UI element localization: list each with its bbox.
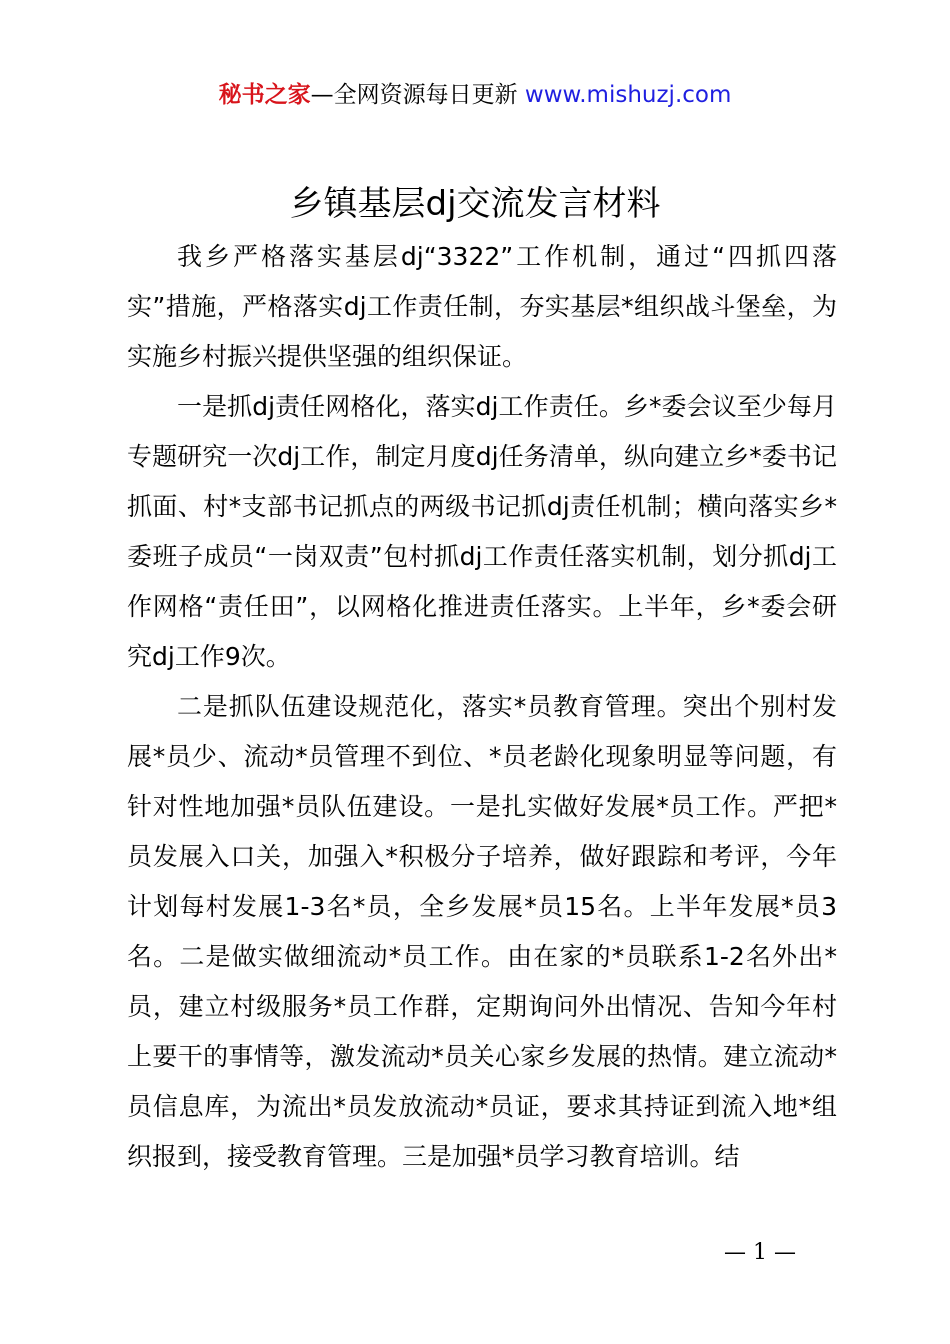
paragraph-two: 二是抓队伍建设规范化，落实*员教育管理。突出个别村发展*员少、流动*员管理不到位、*员老龄化现象明显等问题，有针对性地加强*员队伍建设。一是扎实做好发展*员工作。严把*员发展入口关，加强入*积极分子培养，做好跟踪和考评，今年计划每村发展1-3名*员，全乡发展*员15名。上半年发展*员3名。二是做实做细流动*员工作。由在家的*员联系1-2名外出*员，建立村级服务*员工作群，定期询问外出情况、告知今年村上要干的事情等，激发流动*员关心家乡发展的热情。建立流动*员信息库，为流出*员发放流动*员证，要求其持证到流入地*组织报到，接受教育管理。三是加强*员学习教育培训。结 (127, 692, 837, 1171)
paragraph-one: 一是抓dj责任网格化，落实dj工作责任。乡*委会议至少每月专题研究一次dj工作，制定月度dj任务清单，纵向建立乡*委书记抓面、村*支部书记抓点的两级书记抓dj责任机制；横向落实乡*委班子成员“一岗双责”包村抓dj工作责任落实机制，划分抓dj工作网格“责任田”，以网格化推进责任落实。上半年，乡*委会研究dj工作9次。 (127, 392, 837, 671)
header-tagline: —全网资源每日更新 (310, 82, 518, 108)
paragraph-intro: 我乡严格落实基层dj“3322”工作机制，通过“四抓四落实”措施，严格落实dj工作责任制，夯实基层*组织战斗堡垒，为实施乡村振兴提供坚强的组织保证。 (127, 242, 837, 371)
document-title: 乡镇基层dj交流发言材料 (289, 184, 661, 224)
site-header (0, 78, 950, 112)
page-number: — 1 — (724, 1240, 796, 1265)
brand-name: 秘书之家 (218, 82, 311, 108)
document-body (127, 232, 837, 1182)
site-url-link[interactable]: www.mishuzj.com (524, 82, 732, 108)
